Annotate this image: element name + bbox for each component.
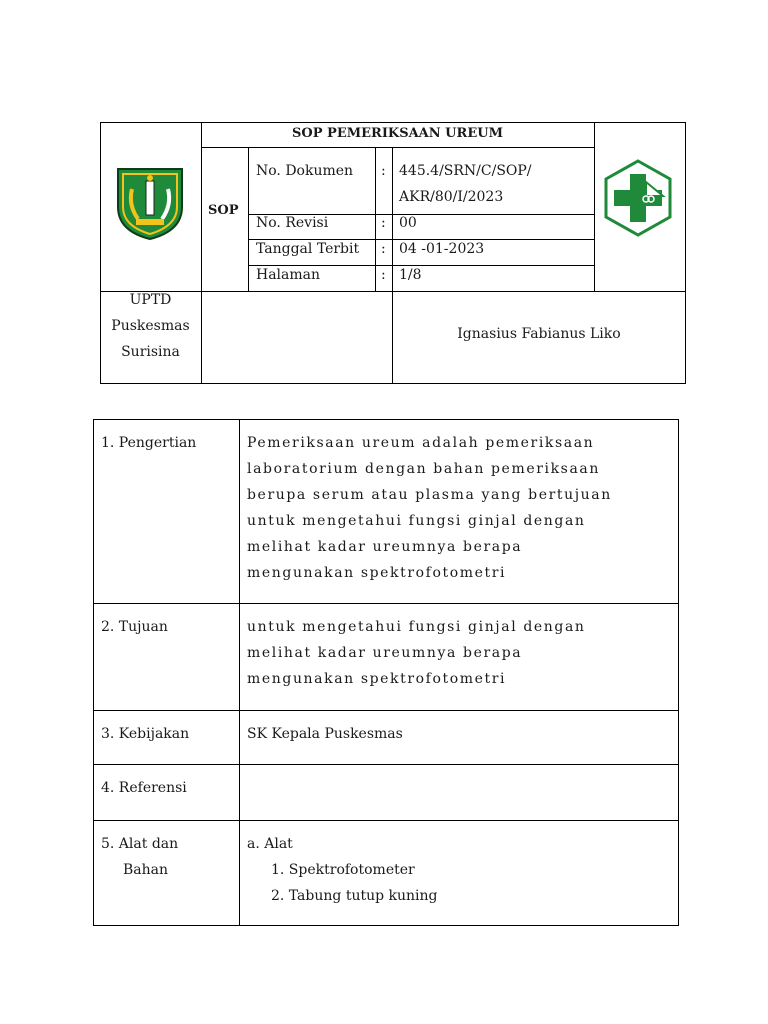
issue-date-label: Tanggal Terbit bbox=[256, 241, 360, 257]
page-value: 1/8 bbox=[399, 267, 422, 283]
page-colon: : bbox=[381, 267, 386, 283]
regency-emblem-icon bbox=[114, 165, 186, 241]
puskesmas-logo-icon bbox=[603, 158, 673, 238]
body-line: untuk mengetahui fungsi ginjal dengan bbox=[247, 619, 586, 635]
issue-date-colon: : bbox=[381, 241, 386, 257]
issue-date-value: 04 -01-2023 bbox=[399, 241, 485, 257]
org-line-3: Surisina bbox=[121, 344, 180, 360]
section-label-kebijakan: 3. Kebijakan bbox=[101, 726, 190, 742]
org-line-1: UPTD bbox=[129, 292, 172, 308]
section-label-alat-bahan: 5. Alat dan bbox=[101, 836, 179, 852]
section-label-tujuan: 2. Tujuan bbox=[101, 619, 168, 635]
body-line: berupa serum atau plasma yang bertujuan bbox=[247, 487, 612, 503]
doc-number-label: No. Dokumen bbox=[256, 163, 354, 179]
section-label-referensi: 4. Referensi bbox=[101, 780, 187, 796]
body-line: melihat kadar ureumnya berapa bbox=[247, 539, 523, 555]
org-line-2: Puskesmas bbox=[111, 318, 190, 334]
sop-label: SOP bbox=[208, 203, 239, 218]
revision-label: No. Revisi bbox=[256, 215, 329, 231]
body-line: mengunakan spektrofotometri bbox=[247, 565, 507, 581]
sub-heading-alat: a. Alat bbox=[247, 836, 293, 852]
body-line: Pemeriksaan ureum adalah pemeriksaan bbox=[247, 435, 595, 451]
doc-number-value: 445.4/SRN/C/SOP/ bbox=[399, 163, 532, 179]
doc-number-colon: : bbox=[381, 163, 386, 179]
signatory-name: Ignasius Fabianus Liko bbox=[457, 326, 621, 342]
document-title: SOP PEMERIKSAAN UREUM bbox=[292, 126, 503, 141]
body-line: untuk mengetahui fungsi ginjal dengan bbox=[247, 513, 586, 529]
section-label-alat-bahan-2: Bahan bbox=[123, 862, 169, 878]
section-label-pengertian: 1. Pengertian bbox=[101, 435, 197, 451]
body-line: mengunakan spektrofotometri bbox=[247, 671, 507, 687]
revision-colon: : bbox=[381, 215, 386, 231]
body-line: laboratorium dengan bahan pemeriksaan bbox=[247, 461, 600, 477]
page-label: Halaman bbox=[256, 267, 321, 283]
body-line: melihat kadar ureumnya berapa bbox=[247, 645, 523, 661]
list-item: 2. Tabung tutup kuning bbox=[271, 888, 438, 904]
doc-number-value-2: AKR/80/I/2023 bbox=[399, 189, 504, 205]
section-body-kebijakan: SK Kepala Puskesmas bbox=[247, 726, 403, 742]
revision-value: 00 bbox=[399, 215, 417, 231]
list-item: 1. Spektrofotometer bbox=[271, 862, 415, 878]
